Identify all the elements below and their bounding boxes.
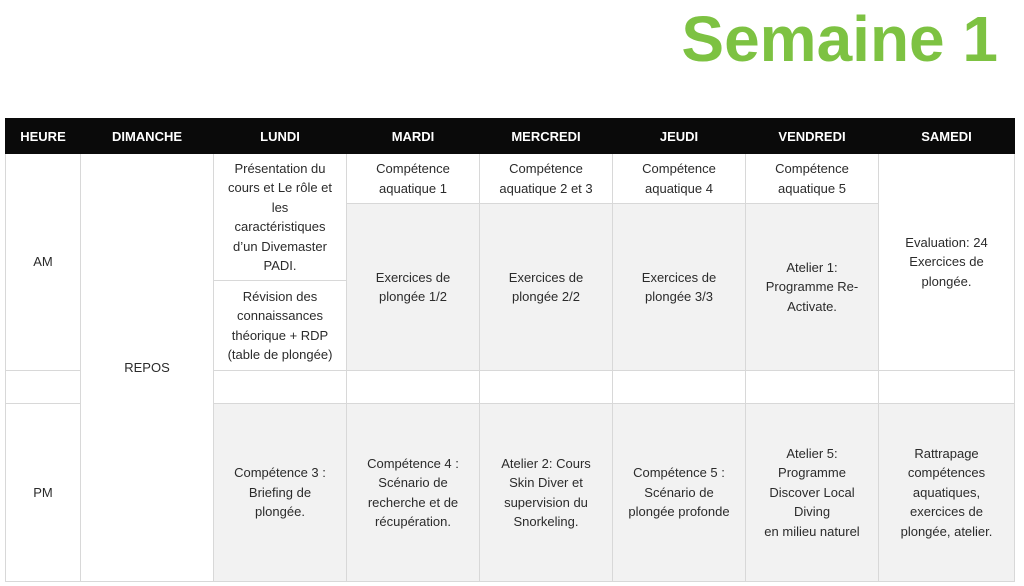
cell-mardi-pm: Compétence 4 : Scénario de recherche et de récupération. [347,404,480,582]
col-header-lundi: LUNDI [214,119,347,154]
hour-cell-am: AM [6,154,81,371]
cell-mercredi-pm: Atelier 2: Cours Skin Diver et supervision du Snorkeling. [480,404,613,582]
cell-vendredi-am-2: Atelier 1: Programme Re- Activate. [746,204,879,371]
cell-lundi-am-2: Révision des connaissances théorique + RDP (table de plongée) [214,281,347,371]
cell-jeudi-am-1: Compétence aquatique 4 [613,154,746,204]
cell-lundi-am-1: Présentation du cours et Le rôle et les caractéristiques d’un Divemaster PADI. [214,154,347,281]
spacer-cell [746,371,879,404]
table-row [6,154,1015,204]
spacer-cell [6,371,81,404]
col-header-mercredi: MERCREDI [480,119,613,154]
cell-mercredi-am-2: Exercices de plongée 2/2 [480,204,613,371]
cell-dimanche-repos: REPOS [81,154,214,582]
spacer-cell [879,371,1015,404]
cell-mercredi-am-1: Compétence aquatique 2 et 3 [480,154,613,204]
cell-jeudi-pm: Compétence 5 : Scénario de plongée profonde [613,404,746,582]
spacer-cell [613,371,746,404]
col-header-mardi: MARDI [347,119,480,154]
spacer-cell [214,371,347,404]
cell-mardi-am-1: Compétence aquatique 1 [347,154,480,204]
cell-samedi-pm: Rattrapage compétences aquatiques, exercices de plongée, atelier. [879,404,1015,582]
cell-vendredi-pm: Atelier 5: Programme Discover Local Diving en milieu naturel [746,404,879,582]
col-header-vendredi: VENDREDI [746,119,879,154]
page-title: Semaine 1 [681,3,998,75]
header-row [6,119,1015,154]
cell-jeudi-am-2: Exercices de plongée 3/3 [613,204,746,371]
col-header-heure: HEURE [6,119,81,154]
cell-lundi-pm: Compétence 3 : Briefing de plongée. [214,404,347,582]
col-header-dimanche: DIMANCHE [81,119,214,154]
cell-mardi-am-2: Exercices de plongée 1/2 [347,204,480,371]
cell-vendredi-am-1: Compétence aquatique 5 [746,154,879,204]
spacer-cell [347,371,480,404]
schedule-table [5,118,1015,582]
col-header-samedi: SAMEDI [879,119,1015,154]
col-header-jeudi: JEUDI [613,119,746,154]
hour-cell-pm: PM [6,404,81,582]
cell-samedi-am: Evaluation: 24 Exercices de plongée. [879,154,1015,371]
spacer-cell [480,371,613,404]
